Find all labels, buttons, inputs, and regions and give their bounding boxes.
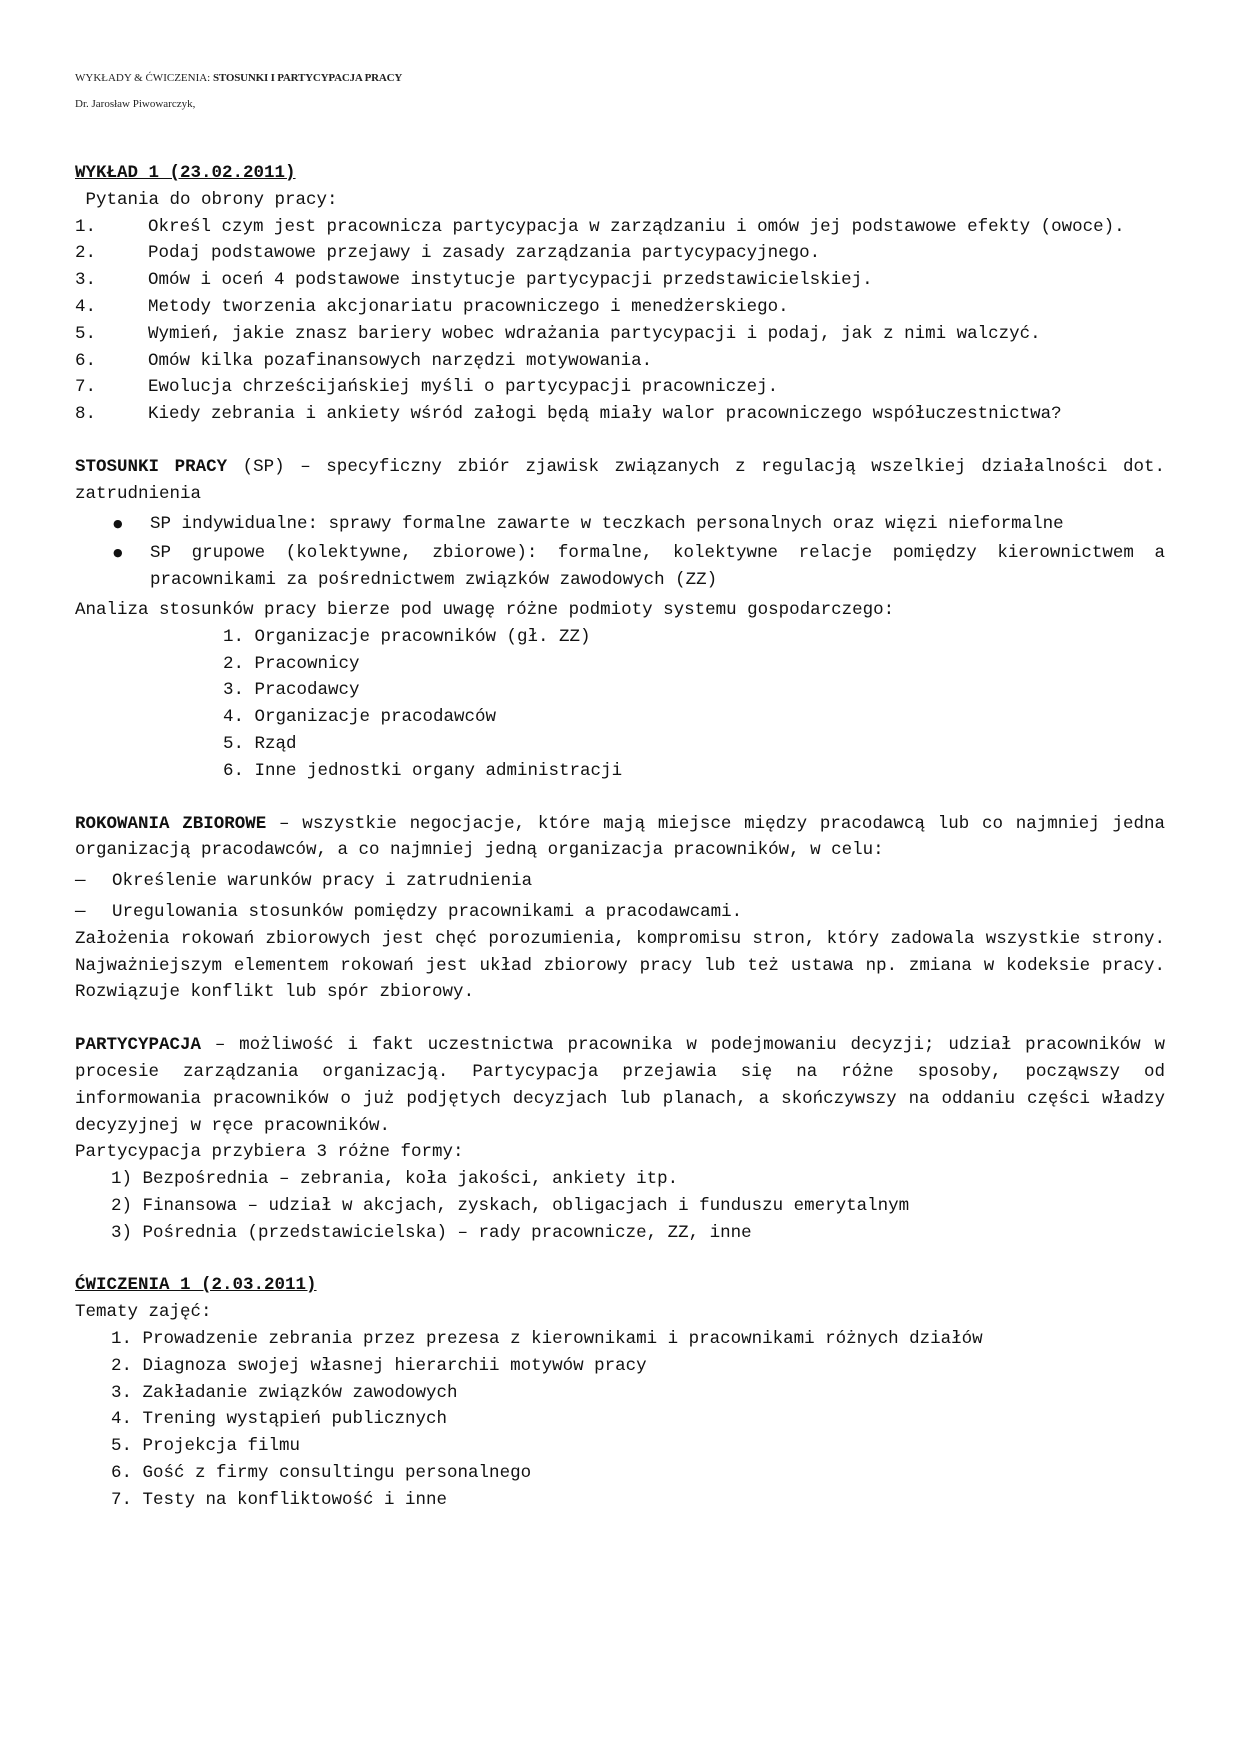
topic-item: 1. Prowadzenie zebrania przez prezesa z kierownikami i pracownikami różnych działów bbox=[111, 1329, 983, 1350]
section-gap bbox=[75, 428, 1165, 454]
topic-item: 3. Zakładanie związków zawodowych bbox=[111, 1382, 458, 1403]
question-number: 7. bbox=[75, 377, 97, 398]
rokowania-definition bbox=[75, 811, 1165, 865]
question-text: Omów i oceń 4 podstawowe instytucje partycypacji przedstawicielskiej. bbox=[148, 270, 873, 291]
dash-symbol: — bbox=[75, 901, 86, 922]
question-item bbox=[75, 321, 1165, 348]
rokowania-dash-item bbox=[75, 899, 1165, 926]
question-item bbox=[75, 214, 1165, 241]
subject-item: 6. Inne jednostki organy administracji bbox=[223, 760, 623, 781]
section-gap bbox=[75, 785, 1165, 811]
rokowania-closing: Założenia rokowań zbiorowych jest chęć porozumienia, kompromisu stron, który zadowala wszystkie strony. Najważniejszym elementem rokowań jest układ zbiorowy pracy lub też ustawa np. zmiana w kodeksie pracy. Rozwiązuje konflikt lub spór zbiorowy. bbox=[75, 928, 1165, 1003]
question-item bbox=[75, 374, 1165, 401]
subject-item: 1. Organizacje pracowników (gł. ZZ) bbox=[223, 626, 591, 647]
question-number: 2. bbox=[75, 243, 97, 264]
questions-intro: Pytania do obrony pracy: bbox=[75, 189, 338, 210]
subject-item: 3. Pracodawcy bbox=[223, 680, 360, 701]
question-item bbox=[75, 294, 1165, 321]
rokowania-definition-text: – wszystkie negocjacje, które mają miejsce między pracodawcą lub co najmniej jedna organizacją pracodawców, a co najmniej jedną organizacja pracowników, w celu: bbox=[75, 813, 1165, 861]
question-text: Kiedy zebrania i ankiety wśród załogi będą miały walor pracowniczego współuczestnictwa? bbox=[148, 404, 1062, 425]
form-item: 3) Pośrednia (przedstawicielska) – rady pracownicze, ZZ, inne bbox=[111, 1222, 752, 1243]
question-number: 1. bbox=[75, 216, 97, 237]
topic-item: 2. Diagnoza swojej własnej hierarchii motywów pracy bbox=[111, 1355, 647, 1376]
header-course-title: STOSUNKI I PARTYCYPACJA PRACY bbox=[212, 72, 403, 84]
topic-item: 5. Projekcja filmu bbox=[111, 1436, 301, 1457]
question-number: 4. bbox=[75, 296, 97, 317]
lecture-1-heading: WYKŁAD 1 (23.02.2011) bbox=[75, 163, 296, 183]
exercises-1-heading: ĆWICZENIA 1 (2.03.2011) bbox=[75, 1275, 317, 1296]
dash-item-text: Określenie warunków pracy i zatrudnienia bbox=[112, 871, 533, 892]
question-number: 8. bbox=[75, 404, 97, 425]
question-number: 5. bbox=[75, 323, 97, 344]
topic-item: 7. Testy na konfliktowość i inne bbox=[111, 1489, 448, 1510]
topics-intro: Tematy zajęć: bbox=[75, 1302, 212, 1323]
subject-item: 2. Pracownicy bbox=[223, 653, 360, 674]
partycypacja-definition-text: – możliwość i fakt uczestnictwa pracownika w podejmowaniu decyzji; udział pracowników w procesie zarządzania organizacją. Partycypacja przejawia się na różne sposoby, począwszy od informowania pracowników o już podjętych decyzjach lub planach, a skończywszy na oddaniu części władzy decyzyjnej w ręce pracowników. bbox=[75, 1035, 1165, 1136]
dash-item-text: Uregulowania stosunków pomiędzy pracownikami a pracodawcami. bbox=[112, 901, 743, 922]
form-item: 1) Bezpośrednia – zebrania, koła jakości, ankiety itp. bbox=[111, 1169, 679, 1190]
question-number: 6. bbox=[75, 350, 97, 371]
document-body bbox=[75, 160, 1165, 1514]
question-item bbox=[75, 240, 1165, 267]
question-text: Ewolucja chrześcijańskiej myśli o partycypacji pracowniczej. bbox=[148, 377, 779, 398]
header-prefix: WYKŁADY & ĆWICZENIA: bbox=[75, 72, 213, 84]
document-header-title bbox=[75, 72, 402, 84]
sp-term: STOSUNKI PRACY bbox=[75, 456, 228, 477]
analysis-intro: Analiza stosunków pracy bierze pod uwagę różne podmioty systemu gospodarczego: bbox=[75, 599, 895, 620]
sp-bullet-item: ● SP grupowe (kolektywne, zbiorowe): formalne, kolektywne relacje pomiędzy kierownictwem a pracownikami za pośrednictwem związków zawodowych (ZZ) bbox=[75, 540, 1165, 594]
topic-item: 4. Trening wystąpień publicznych bbox=[111, 1409, 448, 1430]
question-text: Omów kilka pozafinansowych narzędzi motywowania. bbox=[148, 350, 653, 371]
rokowania-term: ROKOWANIA ZBIOROWE bbox=[75, 813, 267, 834]
form-item: 2) Finansowa – udział w akcjach, zyskach, obligacjach i funduszu emerytalnym bbox=[111, 1195, 910, 1216]
question-text: Wymień, jakie znasz bariery wobec wdrażania partycypacji i podaj, jak z nimi walczyć. bbox=[148, 323, 1041, 344]
question-number: 3. bbox=[75, 270, 97, 291]
sp-definition-text: (SP) – specyficzny zbiór zjawisk związanych z regulacją wszelkiej działalności dot. zatrudnienia bbox=[75, 456, 1165, 504]
document-header-author: Dr. Jarosław Piwowarczyk, bbox=[75, 98, 196, 110]
question-item bbox=[75, 348, 1165, 375]
forms-intro: Partycypacja przybiera 3 różne formy: bbox=[75, 1142, 464, 1163]
topic-item: 6. Gość z firmy consultingu personalnego bbox=[111, 1463, 532, 1484]
dash-symbol: — bbox=[75, 871, 86, 892]
sp-definition bbox=[75, 454, 1165, 508]
partycypacja-definition bbox=[75, 1032, 1165, 1139]
subject-item: 4. Organizacje pracodawców bbox=[223, 707, 497, 728]
subject-item: 5. Rząd bbox=[223, 733, 297, 754]
section-gap bbox=[75, 1006, 1165, 1032]
question-item bbox=[75, 401, 1165, 428]
sp-bullet-list bbox=[75, 511, 1165, 594]
question-text: Określ czym jest pracownicza partycypacja w zarządzaniu i omów jej podstawowe efekty (owoce). bbox=[148, 216, 1125, 237]
section-gap bbox=[75, 1246, 1165, 1272]
rokowania-dash-item bbox=[75, 868, 1165, 895]
question-item bbox=[75, 267, 1165, 294]
partycypacja-term: PARTYCYPACJA bbox=[75, 1035, 202, 1056]
sp-bullet-item: ● SP indywidualne: sprawy formalne zawarte w teczkach personalnych oraz więzi nieformalne bbox=[75, 511, 1165, 538]
question-text: Podaj podstawowe przejawy i zasady zarządzania partycypacyjnego. bbox=[148, 243, 821, 264]
question-text: Metody tworzenia akcjonariatu pracowniczego i menedżerskiego. bbox=[148, 296, 789, 317]
